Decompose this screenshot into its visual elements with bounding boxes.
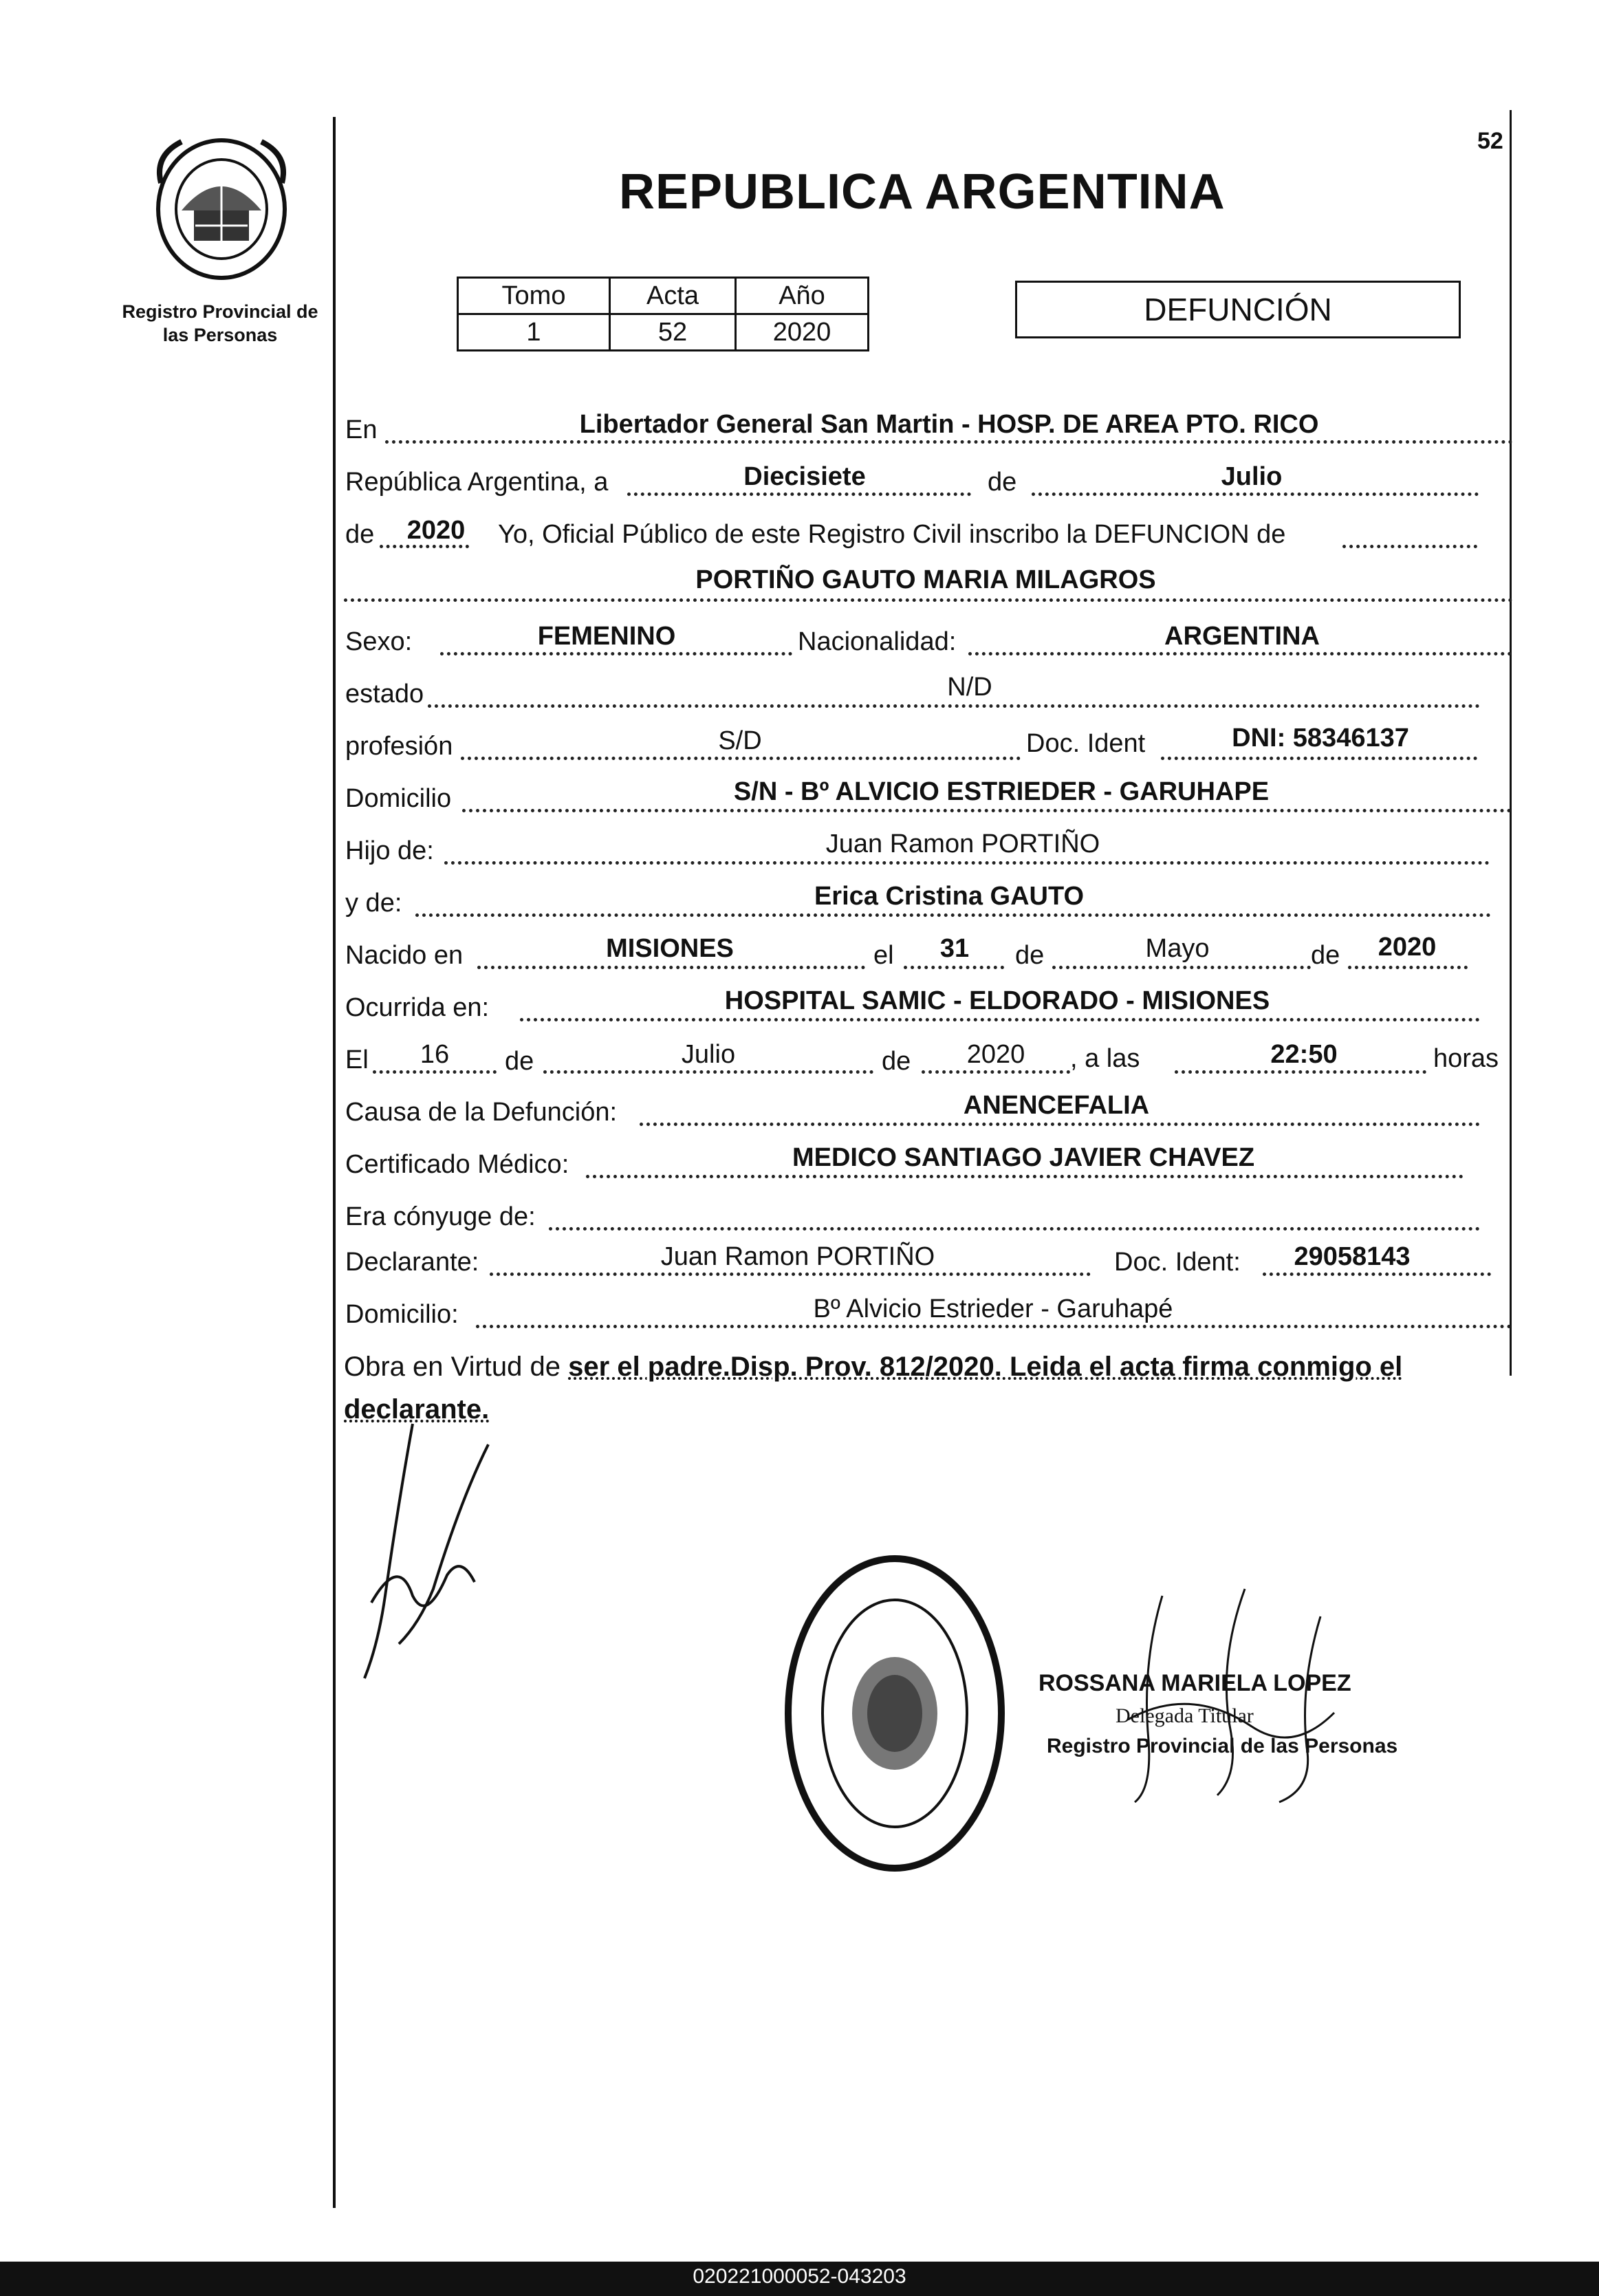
official-signature (1114, 1582, 1348, 1809)
year-value: 2020 (406, 516, 466, 545)
domicilio-label: Domicilio (345, 784, 452, 813)
nacido-value: MISIONES (606, 934, 734, 963)
register-table (457, 277, 869, 351)
dotted-line (904, 966, 1004, 969)
official-role: Delegada Titular (1116, 1704, 1254, 1727)
dotted-line (640, 1123, 1480, 1126)
dotted-line (1342, 545, 1477, 548)
domicilio2-label: Domicilio: (345, 1300, 459, 1329)
death-day: 16 (420, 1040, 450, 1069)
dotted-line (1032, 492, 1479, 496)
obra-paragraph (344, 1345, 1513, 1431)
causa-value: ANENCEFALIA (963, 1091, 1150, 1120)
day-value: Diecisiete (743, 462, 866, 491)
document-title: REPUBLICA ARGENTINA (619, 164, 1226, 219)
doc-ident-label: Doc. Ident (1026, 729, 1146, 758)
estado-label: estado (345, 680, 424, 708)
dotted-line (373, 1070, 497, 1074)
margin-line (333, 117, 336, 2208)
republica-label: República Argentina, a (345, 468, 609, 497)
header-tomo: Tomo (458, 278, 610, 314)
logo-caption: Registro Provincial de las Personas (122, 301, 318, 345)
dotted-line (627, 492, 971, 496)
dotted-line (444, 861, 1490, 865)
right-margin-line (1510, 110, 1512, 1376)
nacido-label: Nacido en (345, 941, 464, 970)
sexo-value: FEMENINO (537, 622, 676, 651)
dotted-line (520, 1018, 1480, 1021)
declarant-signature (358, 1417, 495, 1685)
nacido-month: Mayo (1145, 934, 1210, 963)
header-anio: Año (736, 278, 869, 314)
dotted-line (922, 1070, 1070, 1074)
death-year: 2020 (966, 1040, 1025, 1069)
horas-label: horas (1433, 1044, 1499, 1073)
official-office: Registro Provincial de las Personas (1047, 1735, 1398, 1757)
ocurrida-value: HOSPITAL SAMIC - ELDORADO - MISIONES (724, 986, 1270, 1015)
dotted-line (1348, 966, 1468, 969)
profesion-label: profesión (345, 732, 453, 761)
deceased-name: PORTIÑO GAUTO MARIA MILAGROS (695, 565, 1156, 594)
dotted-line (461, 757, 1021, 760)
certificado-value: MEDICO SANTIAGO JAVIER CHAVEZ (792, 1143, 1255, 1172)
dotted-line (462, 809, 1512, 812)
conyuge-label: Era cónyuge de: (345, 1202, 536, 1231)
doc-ident-value: DNI: 58346137 (1232, 724, 1409, 752)
dotted-line (1052, 966, 1311, 969)
de5-label: de (505, 1047, 534, 1076)
dotted-line (1263, 1272, 1491, 1276)
obra-label: Obra en Virtud de (344, 1352, 561, 1382)
el-label: el (873, 941, 894, 970)
hijo-label: Hijo de: (345, 836, 434, 865)
alas-label: , a las (1070, 1044, 1140, 1073)
causa-label: Causa de la Defunción: (345, 1098, 618, 1127)
dotted-line (428, 704, 1480, 708)
value-tomo: 1 (458, 314, 610, 351)
death-time: 22:50 (1270, 1040, 1338, 1069)
dotted-line (440, 652, 792, 656)
record-type-box: DEFUNCIÓN (1015, 281, 1461, 338)
nacido-day: 31 (939, 934, 970, 963)
dotted-line (543, 1070, 873, 1074)
page-number: 52 (1477, 128, 1503, 154)
declarante-label: Declarante: (345, 1248, 479, 1277)
official-stamp (781, 1552, 1008, 1875)
de3-label: de (1015, 941, 1045, 970)
nacido-year: 2020 (1378, 933, 1437, 962)
dotted-line (1175, 1070, 1426, 1074)
ocurrida-label: Ocurrida en: (345, 993, 490, 1022)
profesion-value: S/D (718, 726, 762, 755)
document-id: 020221000052-043203 (693, 2265, 906, 2288)
nacionalidad-label: Nacionalidad: (798, 627, 957, 656)
death-month: Julio (681, 1040, 736, 1069)
value-acta: 52 (610, 314, 736, 351)
month-value: Julio (1221, 462, 1283, 491)
de2-label: de (345, 520, 375, 549)
en-label: En (345, 415, 378, 444)
yde-label: y de: (345, 889, 402, 918)
estado-value: N/D (947, 673, 992, 702)
dotted-line (344, 598, 1513, 602)
yde-value: Erica Cristina GAUTO (814, 882, 1085, 911)
doc-ident2-label: Doc. Ident: (1114, 1248, 1241, 1277)
de-label: de (988, 468, 1017, 497)
province-seal (154, 135, 289, 283)
dotted-line (477, 966, 865, 969)
doc-ident2-value: 29058143 (1294, 1242, 1411, 1271)
declarante-value: Juan Ramon PORTIÑO (660, 1242, 935, 1271)
official-name: ROSSANA MARIELA LOPEZ (1038, 1670, 1351, 1696)
domicilio-value: S/N - Bº ALVICIO ESTRIEDER - GARUHAPE (733, 777, 1270, 806)
hijo-value: Juan Ramon PORTIÑO (825, 830, 1100, 858)
nacionalidad-value: ARGENTINA (1164, 622, 1320, 651)
certificado-label: Certificado Médico: (345, 1150, 569, 1179)
dotted-line (476, 1325, 1512, 1328)
dotted-line (385, 440, 1513, 444)
dotted-line (968, 652, 1512, 656)
domicilio2-value: Bº Alvicio Estrieder - Garuhapé (813, 1295, 1173, 1323)
header-acta: Acta (610, 278, 736, 314)
sexo-label: Sexo: (345, 627, 413, 656)
dotted-line (490, 1272, 1091, 1276)
dotted-line (549, 1227, 1480, 1231)
statement-text: Yo, Oficial Público de este Registro Civil inscribo la DEFUNCION de (498, 520, 1286, 549)
de4-label: de (1311, 941, 1340, 970)
dotted-line (1161, 757, 1477, 760)
de6-label: de (882, 1047, 911, 1076)
dotted-line (586, 1175, 1464, 1178)
el2-label: El (345, 1046, 369, 1074)
obra-value: ser el padre.Disp. Prov. 812/2020. Leida el acta firma conmigo el declarante. (344, 1352, 1403, 1425)
place-value: Libertador General San Martin - HOSP. DE AREA PTO. RICO (579, 410, 1319, 439)
dotted-line (415, 913, 1491, 917)
value-anio: 2020 (736, 314, 869, 351)
